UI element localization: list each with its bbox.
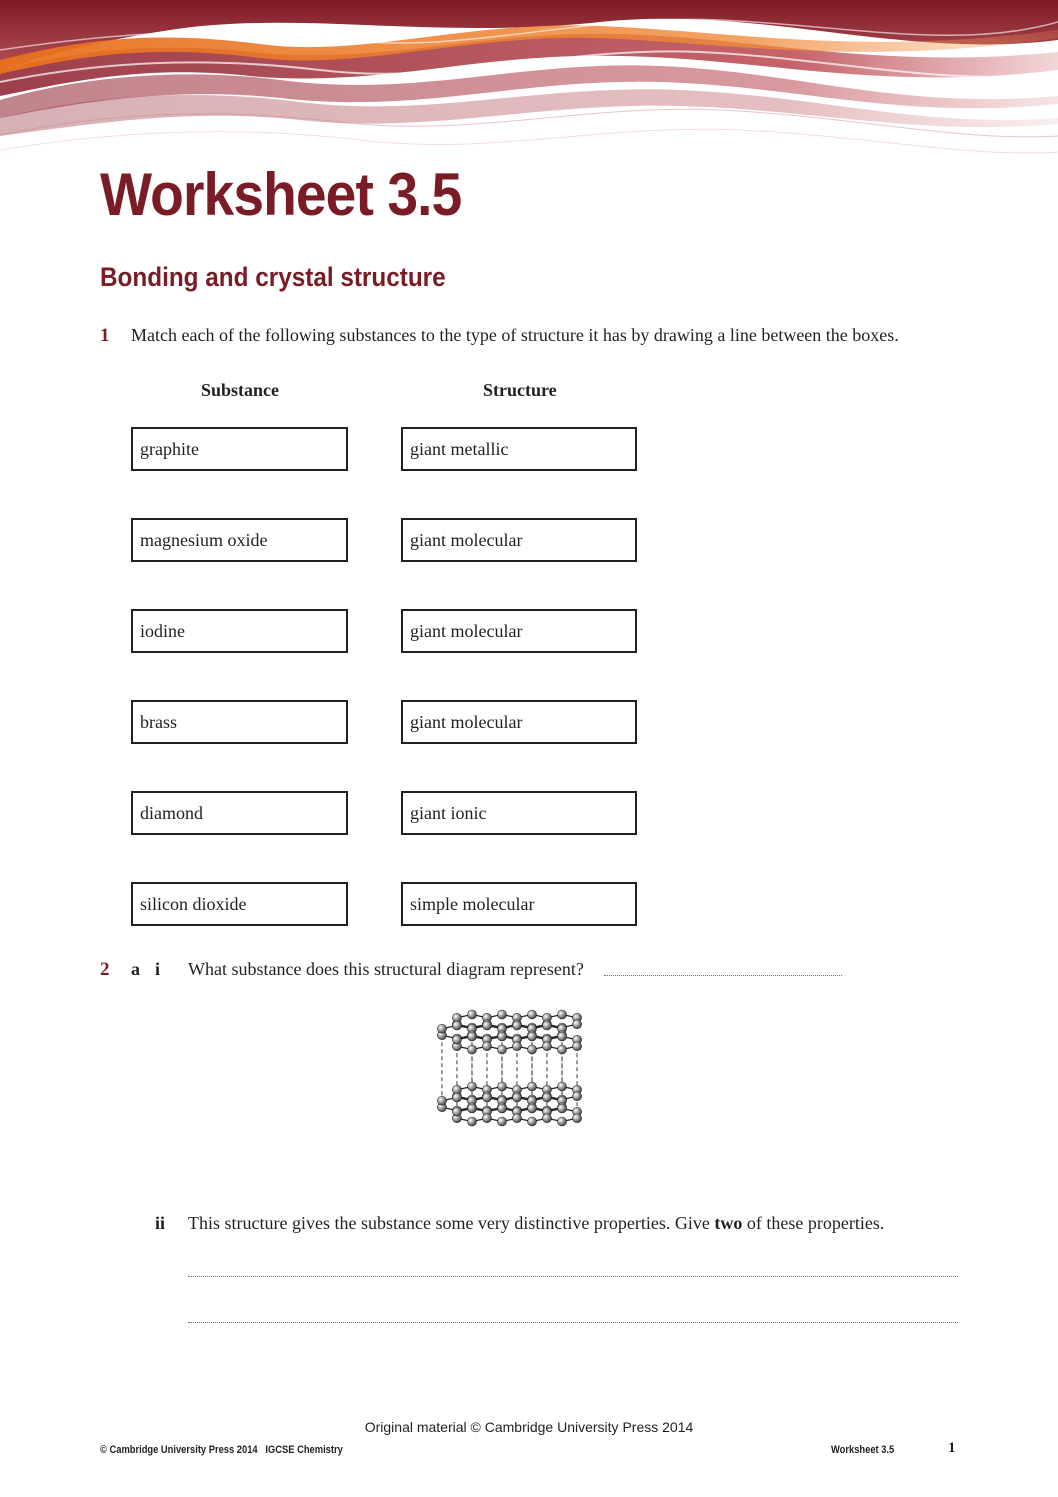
question-2-sub-ii: ii — [155, 1213, 166, 1233]
carbon-atom — [482, 1114, 491, 1123]
carbon-atom — [558, 1117, 567, 1126]
carbon-atom — [452, 1035, 461, 1044]
substance-box[interactable]: magnesium oxide — [131, 518, 348, 562]
carbon-atom — [512, 1114, 521, 1123]
carbon-atom — [437, 1024, 446, 1033]
structure-box[interactable]: giant molecular — [401, 609, 637, 653]
question-2-part-a: a — [131, 959, 140, 979]
carbon-atom — [513, 1093, 522, 1102]
answer-line-2ai[interactable] — [604, 975, 842, 976]
carbon-atom — [573, 1020, 582, 1029]
carbon-atom — [512, 1042, 521, 1051]
question-1-text: Match each of the following substances to the type of structure it has by drawing a line between the boxes. — [131, 325, 899, 345]
carbon-atom — [573, 1092, 582, 1101]
carbon-atom — [573, 1114, 582, 1123]
page-title: Worksheet 3.5 — [100, 161, 462, 228]
carbon-atom — [558, 1045, 567, 1054]
carbon-atom — [528, 1104, 537, 1113]
question-2-i-text: What substance does this structural diagram represent? — [188, 959, 584, 979]
carbon-atom — [558, 1082, 567, 1091]
carbon-atom — [528, 1010, 537, 1019]
carbon-atom — [528, 1117, 537, 1126]
question-2-number: 2 — [100, 959, 110, 980]
carbon-atom — [543, 1093, 552, 1102]
substance-box[interactable]: graphite — [131, 427, 348, 471]
structure-box[interactable]: giant molecular — [401, 700, 637, 744]
worksheet-subtitle: Bonding and crystal structure — [100, 262, 446, 292]
carbon-atom — [468, 1032, 477, 1041]
carbon-atom — [468, 1117, 477, 1126]
answer-line-2aii-1[interactable] — [188, 1276, 958, 1277]
carbon-atom — [498, 1045, 507, 1054]
carbon-atom — [498, 1010, 507, 1019]
carbon-atom — [543, 1021, 552, 1030]
question-2-sub-i: i — [155, 959, 161, 979]
structure-box[interactable]: simple molecular — [401, 882, 637, 926]
substance-box[interactable]: silicon dioxide — [131, 882, 348, 926]
carbon-atom — [468, 1010, 477, 1019]
question-2-ii-text: This structure gives the substance some very distinctive properties. Give two of these properties. — [188, 1213, 885, 1233]
answer-line-2aii-2[interactable] — [188, 1322, 958, 1323]
carbon-atom — [558, 1032, 567, 1041]
carbon-atom — [452, 1107, 461, 1116]
carbon-atom — [542, 1114, 551, 1123]
carbon-atom — [453, 1021, 462, 1030]
substance-box[interactable]: diamond — [131, 791, 348, 835]
structure-box[interactable]: giant ionic — [401, 791, 637, 835]
question-1-number: 1 — [100, 325, 110, 346]
carbon-atom — [437, 1096, 446, 1105]
carbon-atom — [468, 1082, 477, 1091]
carbon-atom — [573, 1042, 582, 1051]
structure-box[interactable]: giant molecular — [401, 518, 637, 562]
page-number: 1 — [948, 1440, 956, 1456]
carbon-atom — [528, 1032, 537, 1041]
carbon-atom — [468, 1045, 477, 1054]
original-material-notice: Original material © Cambridge University Press 2014 — [364, 1419, 694, 1435]
carbon-atom — [558, 1104, 567, 1113]
structure-column-header: Structure — [483, 380, 557, 400]
substance-box[interactable]: iodine — [131, 609, 348, 653]
carbon-atom — [483, 1021, 492, 1030]
substance-box[interactable]: brass — [131, 700, 348, 744]
carbon-atom — [528, 1045, 537, 1054]
footer-copyright: © Cambridge University Press 2014 IGCSE Chemistry — [100, 1444, 343, 1456]
carbon-atom — [513, 1021, 522, 1030]
footer-worksheet-label: Worksheet 3.5 — [831, 1444, 895, 1456]
carbon-atom — [482, 1042, 491, 1051]
carbon-atom — [498, 1104, 507, 1113]
carbon-atom — [498, 1032, 507, 1041]
carbon-atom — [558, 1010, 567, 1019]
graphite-structure-diagram — [432, 1003, 628, 1163]
substance-column-header: Substance — [201, 380, 280, 400]
carbon-atom — [468, 1104, 477, 1113]
carbon-atom — [453, 1093, 462, 1102]
carbon-atom — [498, 1117, 507, 1126]
structure-box[interactable]: giant metallic — [401, 427, 637, 471]
carbon-atom — [498, 1082, 507, 1091]
carbon-atom — [483, 1093, 492, 1102]
carbon-atom — [542, 1042, 551, 1051]
carbon-atom — [528, 1082, 537, 1091]
